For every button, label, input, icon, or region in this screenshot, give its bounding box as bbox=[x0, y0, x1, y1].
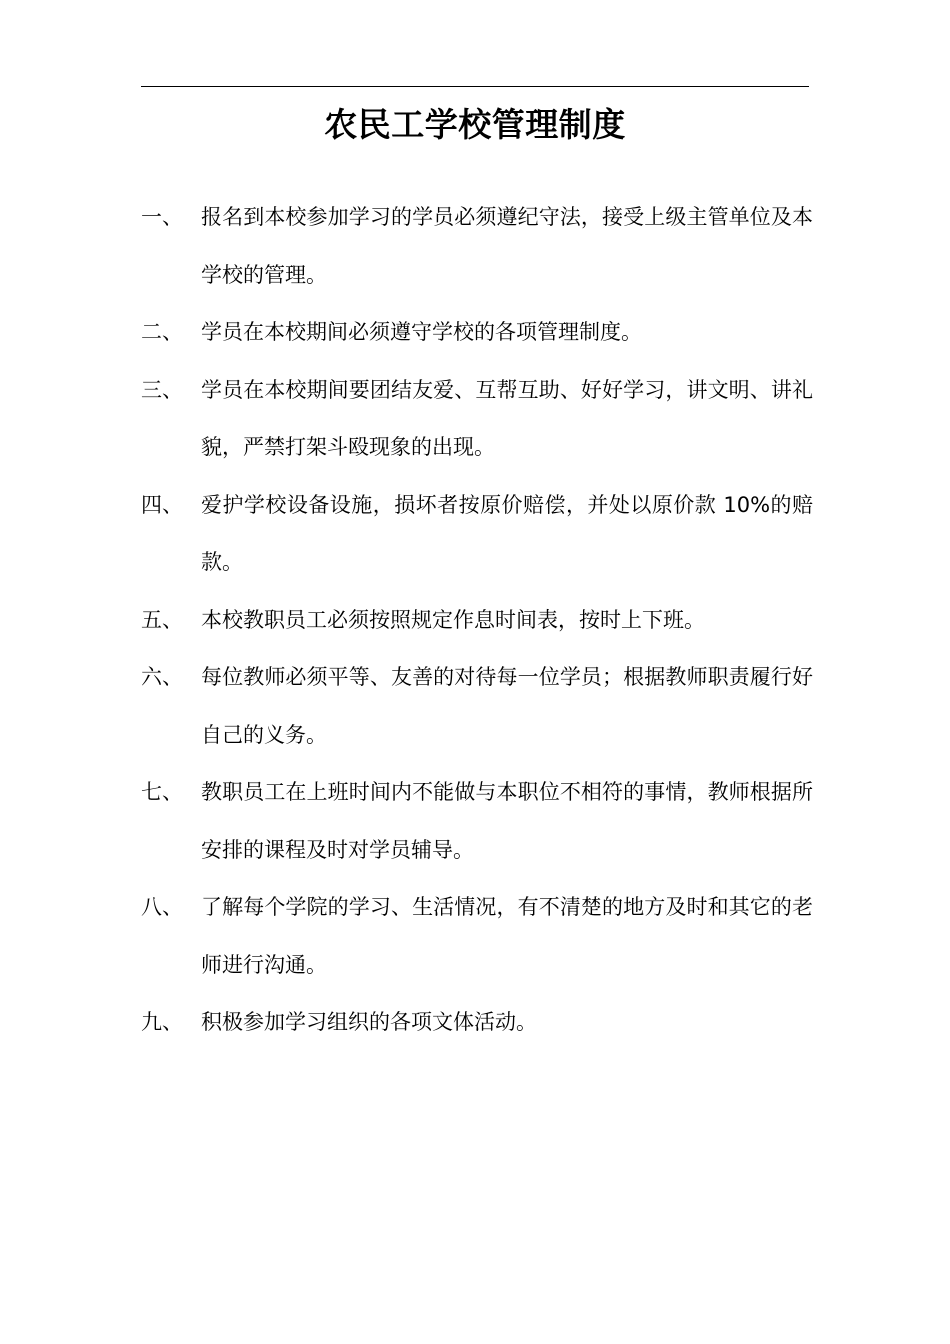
rule-text: 爱护学校设备设施，损坏者按原价赔偿，并处以原价款 10%的赔款。 bbox=[201, 492, 813, 574]
rule-number: 八、 bbox=[141, 895, 183, 919]
rule-item bbox=[141, 592, 813, 650]
rule-item bbox=[141, 477, 813, 592]
rule-number: 三、 bbox=[141, 377, 183, 402]
rule-number: 一、 bbox=[141, 205, 183, 229]
rule-text: 报名到本校参加学习的学员必须遵纪守法，接受上级主管单位及本学校的管理。 bbox=[201, 205, 813, 287]
rule-item bbox=[141, 304, 813, 362]
rule-number: 六、 bbox=[141, 665, 183, 689]
rule-text: 积极参加学习组织的各项文体活动。 bbox=[201, 1010, 537, 1034]
rule-item bbox=[141, 994, 813, 1052]
rule-number: 七、 bbox=[141, 780, 183, 804]
rule-number: 五、 bbox=[141, 607, 183, 632]
rules-list bbox=[141, 189, 813, 1052]
rule-number: 二、 bbox=[141, 320, 183, 344]
rule-item bbox=[141, 879, 813, 994]
page-title: 农民工学校管理制度 bbox=[324, 105, 626, 144]
rule-text: 每位教师必须平等、友善的对待每一位学员；根据教师职责履行好自己的义务。 bbox=[201, 665, 813, 747]
rule-number: 四、 bbox=[141, 492, 183, 517]
rule-text: 教职员工在上班时间内不能做与本职位不相符的事情，教师根据所安排的课程及时对学员辅导。 bbox=[201, 780, 813, 862]
header-rule bbox=[141, 86, 809, 87]
rule-text: 了解每个学院的学习、生活情况，有不清楚的地方及时和其它的老师进行沟通。 bbox=[201, 895, 813, 977]
rule-item bbox=[141, 649, 813, 764]
rule-text: 本校教职员工必须按照规定作息时间表，按时上下班。 bbox=[201, 607, 705, 632]
rule-item bbox=[141, 362, 813, 477]
rule-item bbox=[141, 764, 813, 879]
rule-number: 九、 bbox=[141, 1010, 183, 1034]
rule-text: 学员在本校期间要团结友爱、互帮互助、好好学习，讲文明、讲礼貌，严禁打架斗殴现象的出现。 bbox=[201, 377, 813, 459]
rule-item bbox=[141, 189, 813, 304]
rule-text: 学员在本校期间必须遵守学校的各项管理制度。 bbox=[201, 320, 642, 344]
